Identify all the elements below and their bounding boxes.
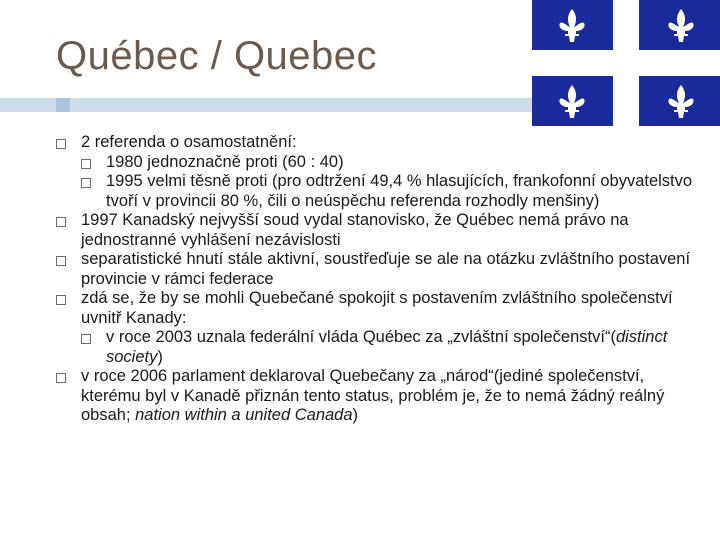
bullet-text: zdá se, že by se mohli Quebečané spokojit s postavením zvláštního společenství uvnitř Kanady: (81, 289, 673, 327)
bullet-marker-icon (81, 334, 91, 344)
bullet-item (56, 289, 696, 328)
bullet-text: separatistické hnutí stále aktivní, soustřeďuje se ale na otázku zvláštního postavení provincie v rámci federace (81, 250, 691, 288)
sub-bullet-text: v roce 2003 uznala federální vláda Québec za „zvláštní společenství“( (106, 328, 616, 346)
bullet-item (56, 367, 696, 426)
sub-bullet-item (56, 172, 696, 211)
bullet-italic: nation within a united Canada (135, 406, 353, 424)
bullet-item (56, 250, 696, 289)
bullet-marker-icon (56, 139, 66, 149)
bullet-text: 1997 Kanadský nejvyšší soud vydal stanovisko, že Québec nemá právo na jednostranné vyhlášení nezávislosti (81, 211, 629, 249)
sub-bullet-text: 1980 jednoznačně proti (60 : 40) (106, 152, 344, 171)
bullet-marker-icon (81, 159, 91, 169)
title-divider (0, 98, 540, 112)
bullet-marker-icon (81, 178, 91, 188)
sub-bullet-italic: distinct society (106, 328, 668, 366)
sub-bullet-text: 1995 velmi těsně proti (pro odtržení 49,4 % hlasujících, frankofonní obyvatelstvo tvoří v provincii 80 %, čili o neúspěchu referenda rozhodly menšiny) (106, 172, 693, 210)
bullet-list (56, 133, 696, 426)
sub-bullet-after: ) (157, 347, 163, 366)
bullet-marker-icon (56, 373, 66, 383)
bullet-marker-icon (56, 217, 66, 227)
bullet-marker-icon (56, 295, 66, 305)
slide-title: Québec / Quebec (56, 34, 378, 78)
title-divider-accent (56, 98, 70, 112)
sub-bullet-item (56, 328, 696, 367)
bullet-marker-icon (56, 256, 66, 266)
bullet-item (56, 211, 696, 250)
bullet-text: v roce 2006 parlament deklaroval Quebečany za „národ“(jediné společenství, kterému byl v Kanadě přiznán tento status, problém je, že to nemá žádný reálný obsah; (81, 367, 665, 424)
quebec-flag (532, 0, 720, 126)
bullet-text: 2 referenda o osamostatnění: (81, 133, 297, 151)
sub-bullet-item (56, 153, 696, 173)
bullet-item (56, 133, 696, 153)
bullet-after: ) (352, 406, 359, 424)
